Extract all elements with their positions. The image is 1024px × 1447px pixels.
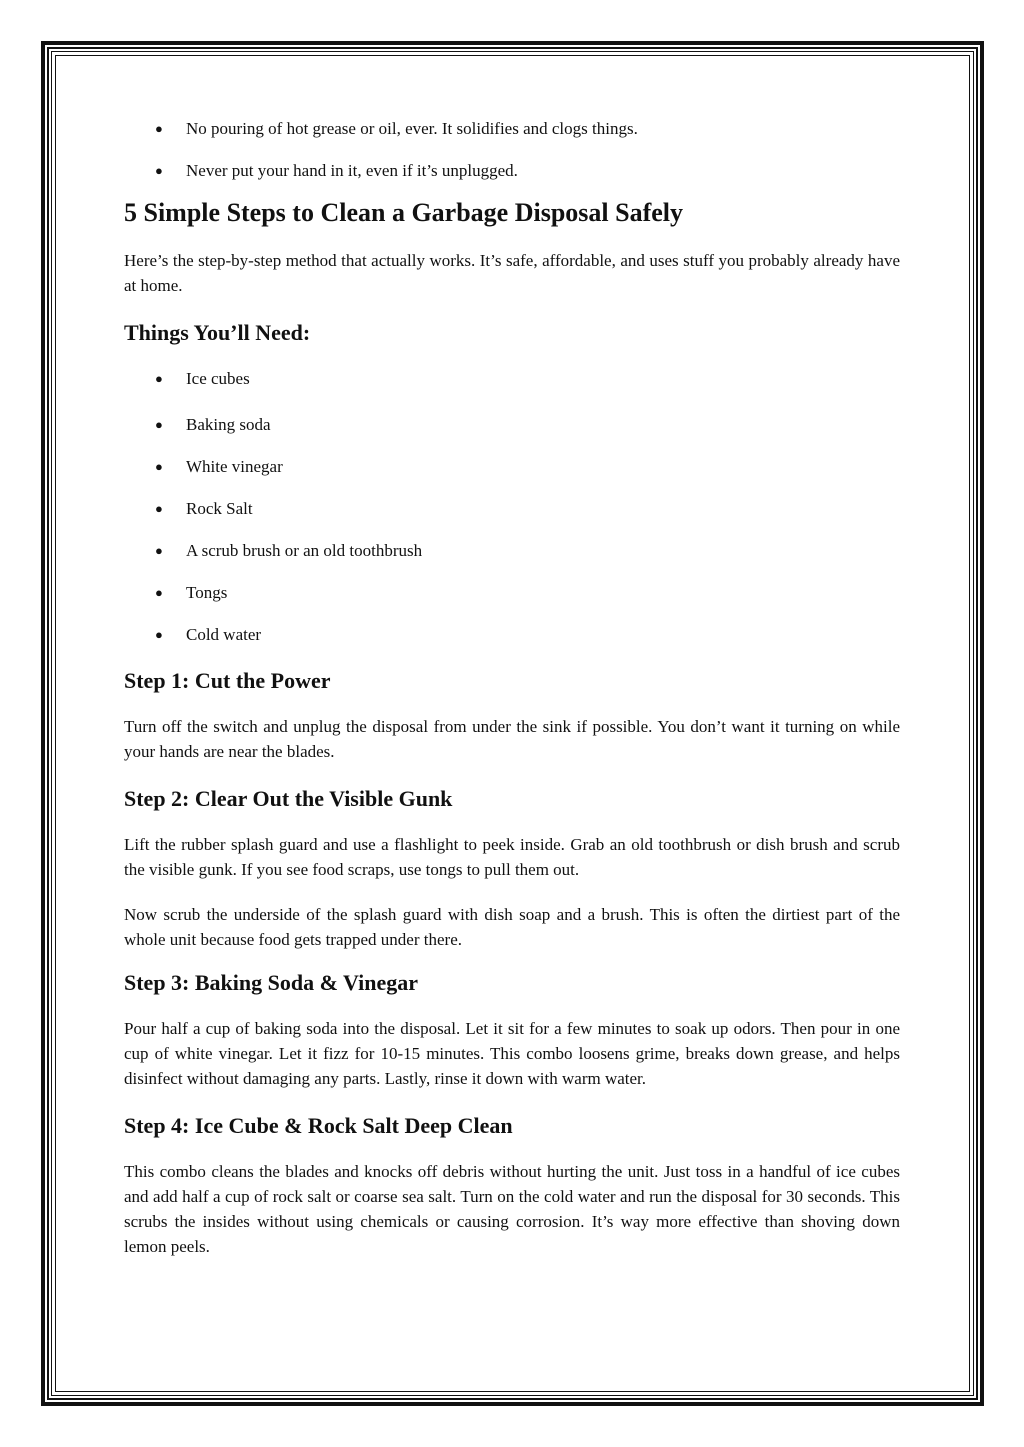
list-item: ● A scrub brush or an old toothbrush (155, 541, 423, 560)
bullet-icon: ● (155, 585, 163, 600)
bullet-icon: ● (155, 459, 163, 474)
step2-paragraph-1: Lift the rubber splash guard and use a flashlight to peek inside. Grab an old toothbrush or dish brush and scrub the visible gunk. If you see food scraps, use tongs to pull them out. (124, 835, 900, 879)
list-item: ● Never put your hand in it, even if it’s unplugged. (155, 161, 518, 180)
bullet-icon: ● (155, 163, 163, 178)
bullet-icon: ● (155, 417, 163, 432)
step3-heading: Step 3: Baking Soda & Vinegar (124, 970, 418, 995)
step1-heading: Step 1: Cut the Power (124, 668, 331, 693)
needs-heading: Things You’ll Need: (124, 320, 311, 345)
list-item: ● Cold water (155, 625, 262, 644)
list-item: ● Ice cubes (155, 369, 250, 388)
document-content (124, 118, 900, 1279)
intro-paragraph: Here’s the step-by-step method that actually works. It’s safe, affordable, and uses stuff you probably already have at home. (124, 251, 900, 295)
step3-paragraph: Pour half a cup of baking soda into the disposal. Let it sit for a few minutes to soak up odors. Then pour in one cup of white vinegar. Let it fizz for 10-15 minutes. This combo loosens grime, breaks down grease, and helps disinfect without damaging any parts. Lastly, rinse it down with warm water. (124, 1019, 900, 1088)
bullet-icon: ● (155, 371, 163, 386)
bullet-icon: ● (155, 501, 163, 516)
step2-paragraph-2: Now scrub the underside of the splash guard with dish soap and a brush. This is often the dirtiest part of the whole unit because food gets trapped under there. (124, 905, 900, 949)
step4-paragraph: This combo cleans the blades and knocks off debris without hurting the unit. Just toss in a handful of ice cubes and add half a cup of rock salt or coarse sea salt. Turn on the cold water and run the disposal for 30 seconds. This scrubs the insides without using chemicals or causing corrosion. It’s way more effective than shoving down lemon peels. (124, 1162, 900, 1256)
step1-paragraph: Turn off the switch and unplug the disposal from under the sink if possible. You don’t want it turning on while your hands are near the blades. (124, 717, 900, 761)
needs-list (124, 368, 900, 646)
step4-heading: Step 4: Ice Cube & Rock Salt Deep Clean (124, 1113, 513, 1138)
safety-tips-list (124, 118, 900, 182)
list-item: ● Rock Salt (155, 499, 253, 518)
bullet-icon: ● (155, 627, 163, 642)
list-item: ● White vinegar (155, 457, 283, 476)
page-title: 5 Simple Steps to Clean a Garbage Disposal Safely (124, 198, 684, 227)
bullet-icon: ● (155, 543, 163, 558)
list-item: ● Tongs (155, 583, 228, 602)
list-item: ● Baking soda (155, 415, 271, 434)
bullet-icon: ● (155, 121, 163, 136)
step2-heading: Step 2: Clear Out the Visible Gunk (124, 786, 453, 811)
list-item: ● No pouring of hot grease or oil, ever. It solidifies and clogs things. (155, 119, 638, 138)
